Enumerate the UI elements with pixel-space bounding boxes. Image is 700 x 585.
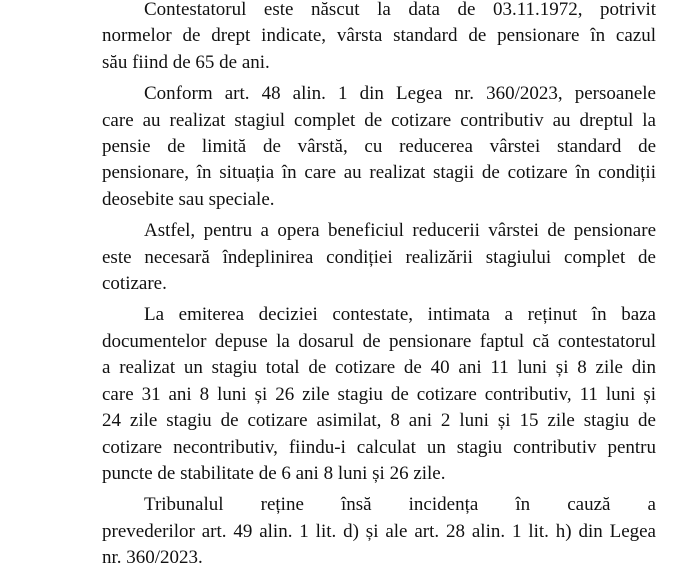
text-line: cotizare necontributiv, fiindu-i calculat un stagiu contributiv pentru [102,436,656,458]
text-line: La emiterea deciziei contestate, intimata a reținut în baza [144,304,656,326]
text-line: Astfel, pentru a opera beneficiul reducerii vârstei de pensionare [144,220,656,242]
text-line: cotizare. [102,273,167,295]
text-line: este necesară îndeplinirea condiției realizării stagiului complet de [102,246,656,268]
text-line: care 31 ani 8 luni și 26 zile stagiu de cotizare contributiv, 11 luni și [102,383,656,405]
text-line: puncte de stabilitate de 6 ani 8 luni și 26 zile. [102,462,446,484]
paragraph-art-48 [102,81,656,213]
text-line: nr. 360/2023. [102,547,203,569]
text-line: care au realizat stagiul complet de cotizare contributiv au dreptul la [102,109,656,131]
text-line: Conform art. 48 alin. 1 din Legea nr. 360/2023, persoanele [144,83,656,105]
text-line: pensionare, în situația în care au realizat stagii de cotizare în condiții [102,162,656,184]
text-line: normelor de drept indicate, vârsta standard de pensionare în cazul [102,25,656,47]
text-line: pensie de limită de vârstă, cu reducerea vârstei standard de [102,136,656,158]
paragraph-reduction-benefit [102,218,656,297]
text-line: deosebite sau speciale. [102,188,275,210]
text-line: a realizat un stagiu total de cotizare de 40 ani 11 luni și 8 zile din [102,357,656,379]
text-line: Contestatorul este născut la data de 03.11.1972, potrivit [144,0,656,20]
text-line: 24 zile stagiu de cotizare asimilat, 8 ani 2 luni și 15 zile stagiu de [102,410,656,432]
text-line: prevederilor art. 49 alin. 1 lit. d) și ale art. 28 alin. 1 lit. h) din Legea [102,520,656,542]
text-line: său fiind de 65 de ani. [102,51,270,73]
paragraph-birth-date [102,0,656,76]
text-line: Tribunalul reține însă incidența în cauză a [144,494,656,516]
paragraph-tribunal [102,492,656,571]
paragraph-contested-decision [102,302,656,487]
text-line: documentelor depuse la dosarul de pensionare faptul că contestatorul [102,330,656,352]
